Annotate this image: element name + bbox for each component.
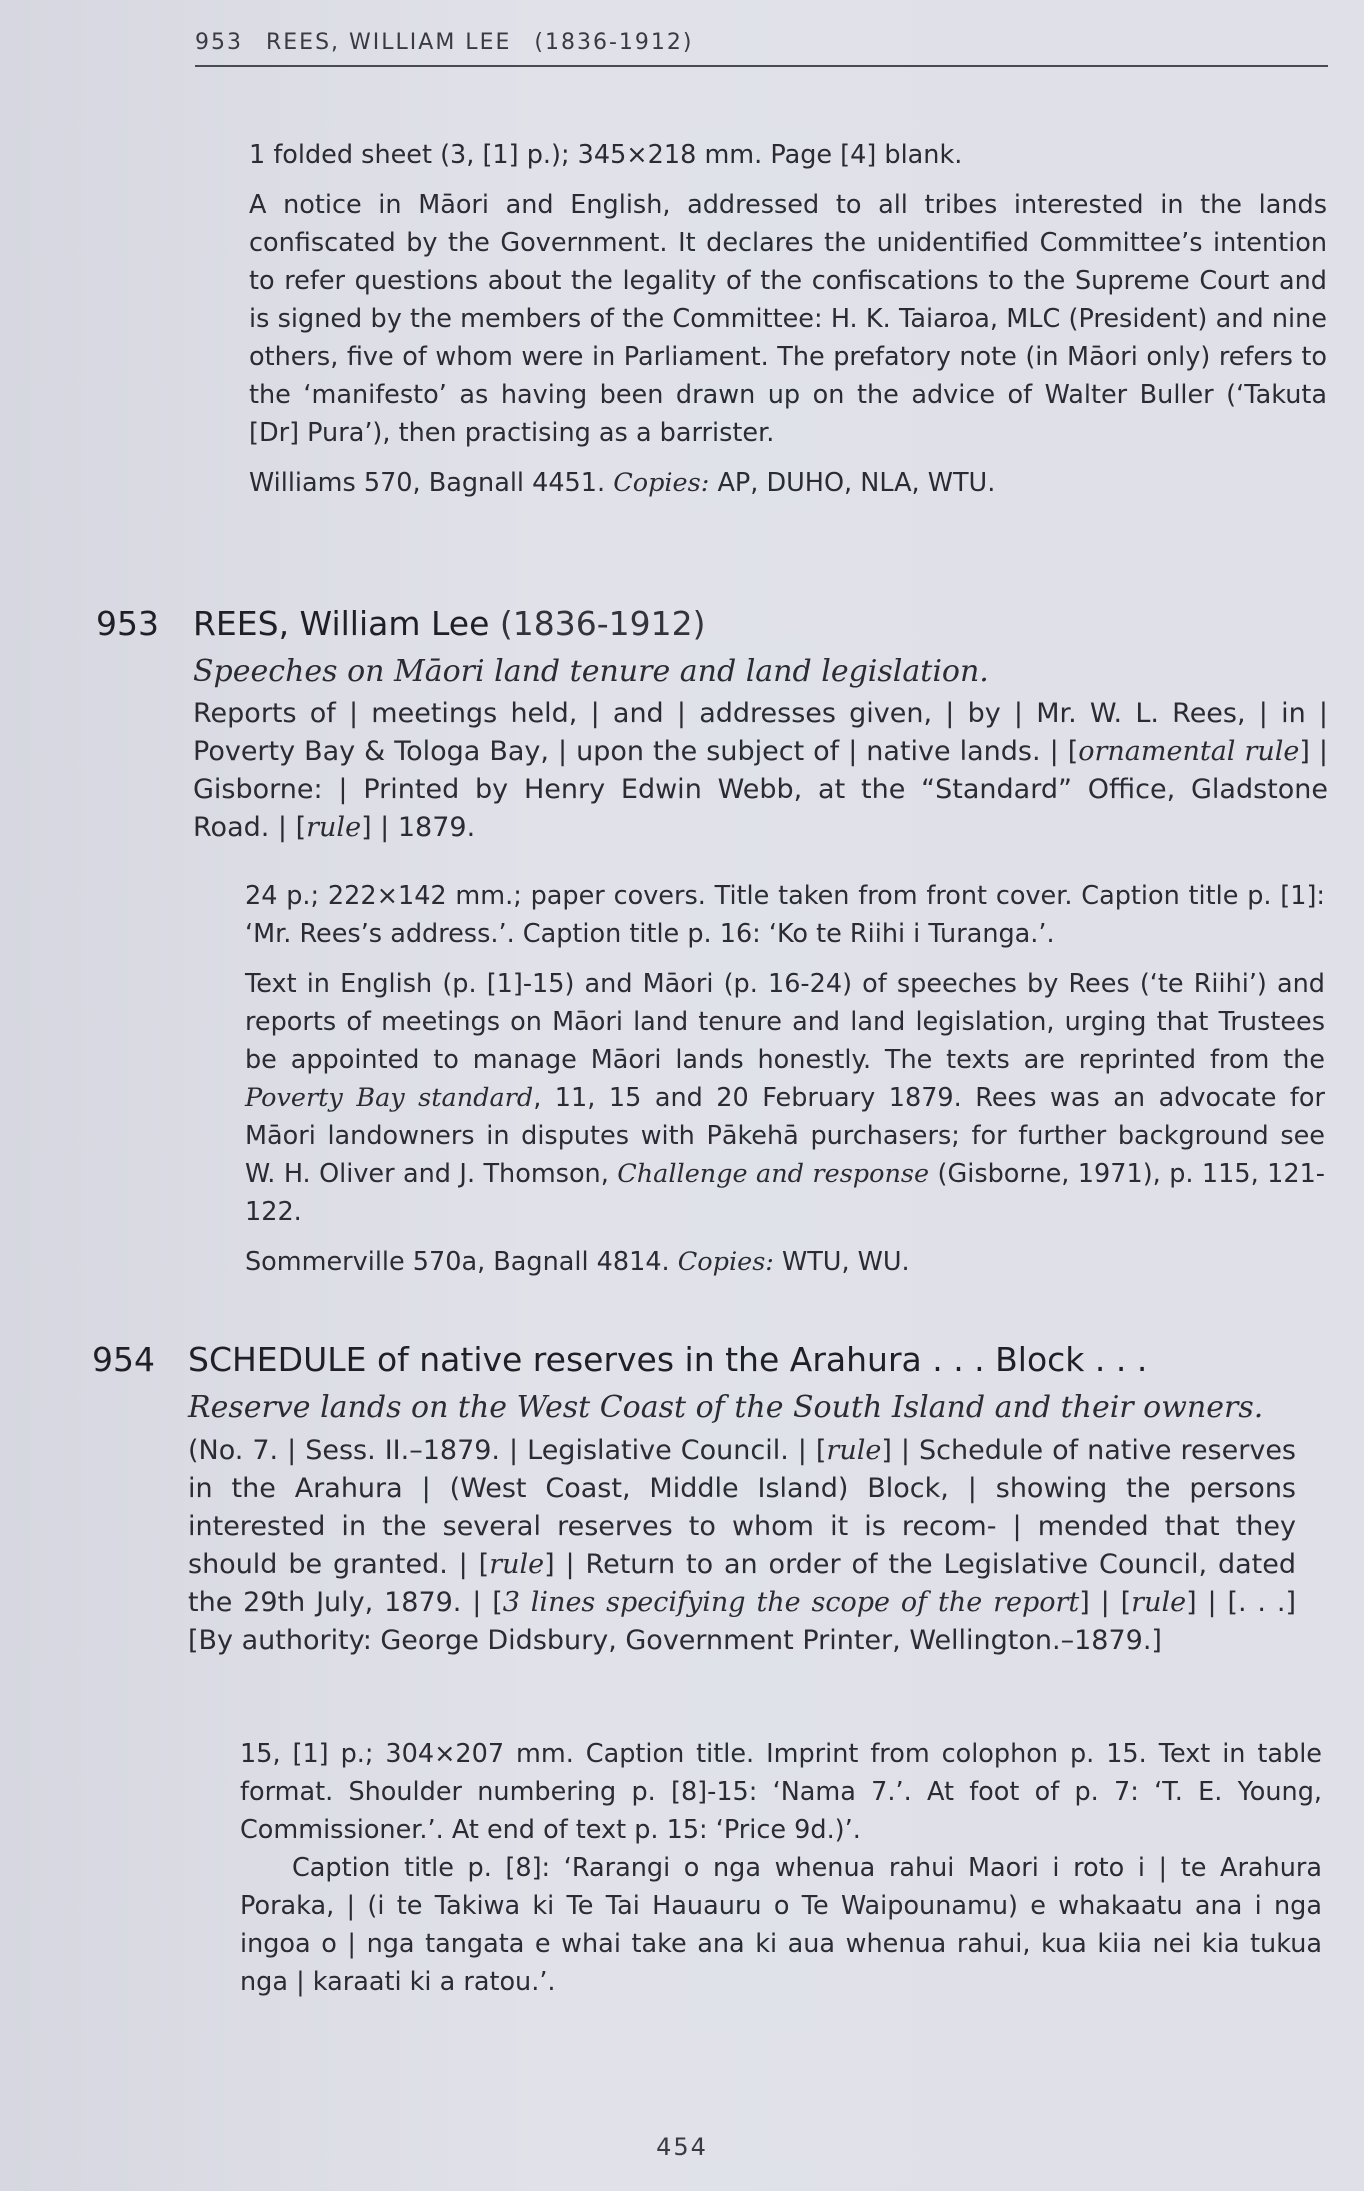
entry-953-notes (245, 877, 1325, 1281)
entry-954-caption-note: Caption title p. [8]: ‘Rarangi o nga whenua rahui Maori i roto i | te Arahura Poraka, | (i te Takiwa ki Te Tai Hauauru o Te Waipounamu) e whakaatu ana i nga ingoa o | nga tangata e whai take ana ki aua whenua rahui, kua kiia nei kia tukua nga | karaati ki a ratou.’. (240, 1853, 1322, 1997)
entry-953-refs-line (245, 1243, 1325, 1281)
prev-entry-note: A notice in Māori and English, addressed to all tribes interested in the lands confiscated by the Government. It declares the unidentified Committee’s intention to refer questions about the legality of the confiscations to the Supreme Court and is signed by the members of the Committee: H. K. Taiaroa, MLC (President) and nine others, five of whom were in Parliament. The prefatory note (in Māori only) refers to the ‘manifesto’ as having been drawn up on the advice of Walter Buller (‘Takuta [Dr] Pura’), then practising as a barrister. (249, 190, 1327, 448)
entry-954-number: 954 (92, 1340, 155, 1379)
prev-entry-refs: Williams 570, Bagnall 4451. (249, 468, 606, 498)
entry-953-refs: Sommerville 570a, Bagnall 4814. (245, 1247, 670, 1277)
entry-954-title-italic3: 3 lines specifying the scope of the report (502, 1587, 1080, 1618)
entry-954-title-part1: (No. 7. | Sess. II.–1879. | Legislative Council. | [ (188, 1435, 827, 1466)
entry-953-heading (193, 604, 706, 644)
entry-954-heading: SCHEDULE of native reserves in the Arahura . . . Block . . . (188, 1340, 1148, 1379)
entry-954-title-italic2: rule (489, 1549, 545, 1580)
entry-953-title-part1: Reports of | meetings held, | and | addresses given, | by | Mr. W. L. Rees, | in | Poverty Bay & Tologa Bay, | upon the subject of | native lands. | [ (193, 698, 1328, 767)
entry-953-note-part2: , 11, 15 and 20 February 1879. Rees was an advocate for Māori landowners in disputes with Pākehā purchasers; for further background see W. H. Oliver and J. Thomson, (245, 1083, 1325, 1189)
entry-953-copies-label: Copies: (677, 1247, 774, 1277)
entry-953-note-part1: Text in English (p. [1]-15) and Māori (p. 16-24) of speeches by Rees (‘te Riihi’) and reports of meetings on Māori land tenure and land legislation, urging that Trustees be appointed to manage Māori lands honestly. The texts are reprinted from the (245, 969, 1325, 1075)
entry-953-copies: WTU, WU. (782, 1247, 910, 1277)
running-head-name: REES, WILLIAM LEE (266, 30, 512, 55)
entry-953-collation: 24 p.; 222×142 mm.; paper covers. Title taken from front cover. Caption title p. [1]: ‘Mr. Rees’s address.’. Caption title p. 16: ‘Ko te Riihi i Turanga.’. (245, 881, 1325, 949)
entry-953-note-italic1: Poverty Bay standard (245, 1083, 534, 1113)
entry-954-title-part5: ] | [. . .] [By authority: George Didsbury, Government Printer, Wellington.–1879.] (188, 1587, 1296, 1656)
entry-953-title-part3: ] | 1879. (361, 812, 476, 843)
entry-954-collation: 15, [1] p.; 304×207 mm. Caption title. Imprint from colophon p. 15. Text in table format. Shoulder numbering p. [8]-15: ‘Nama 7.’. At foot of p. 7: ‘T. E. Young, Commissioner.’. At end of text p. 15: ‘Price 9d.)’. (240, 1739, 1322, 1845)
entry-954-subtitle: Reserve lands on the West Coast of the South Island and their owners. (188, 1390, 1264, 1425)
entry-953-title-italic1: ornamental rule (1078, 736, 1300, 767)
entry-954-title-part2: ] | Schedule of native reserves in the Arahura | (West Coast, Middle Island) Block, | showing the persons interested in the several reserves to whom it is recom- | mended that they should be granted. | [ (188, 1435, 1296, 1580)
prev-entry-collation: 1 folded sheet (3, [1] p.); 345×218 mm. Page [4] blank. (249, 140, 963, 170)
entry-953-note-part3: (Gisborne, 1971), p. 115, 121-122. (245, 1159, 1325, 1227)
prev-entry-copies-label: Copies: (613, 468, 710, 498)
entry-953-title-italic2: rule (306, 812, 362, 843)
entry-953-number: 953 (96, 604, 159, 643)
page-number: 454 (656, 2133, 708, 2161)
entry-953-note (245, 965, 1325, 1231)
prev-entry-notes (249, 136, 1327, 502)
running-head (195, 30, 1328, 67)
entry-954-title-italic1: rule (826, 1435, 882, 1466)
entry-954-title-transcription (188, 1432, 1296, 1660)
running-head-dates: (1836-1912) (534, 30, 694, 55)
entry-953-note-italic2: Challenge and response (617, 1159, 930, 1189)
entry-953-subtitle: Speeches on Māori land tenure and land legislation. (193, 654, 989, 689)
entry-953-title-transcription (193, 695, 1328, 847)
entry-954-notes (240, 1735, 1322, 2001)
entry-954-title-part4: ] | [ (1079, 1587, 1132, 1618)
running-head-number: 953 (195, 30, 243, 55)
entry-953-name: REES, William Lee (193, 604, 490, 643)
prev-entry-refs-line (249, 464, 1327, 502)
entry-953-dates: (1836-1912) (499, 604, 706, 643)
entry-954-title-part3: ] | Return to an order of the Legislative Council, dated the 29th July, 1879. | [ (188, 1549, 1296, 1618)
entry-953-title-part2: ] | Gisborne: | Printed by Henry Edwin Webb, at the “Standard” Office, Gladstone Road. | [ (193, 736, 1328, 843)
entry-954-title-italic4: rule (1131, 1587, 1187, 1618)
prev-entry-copies: AP, DUHO, NLA, WTU. (717, 468, 996, 498)
